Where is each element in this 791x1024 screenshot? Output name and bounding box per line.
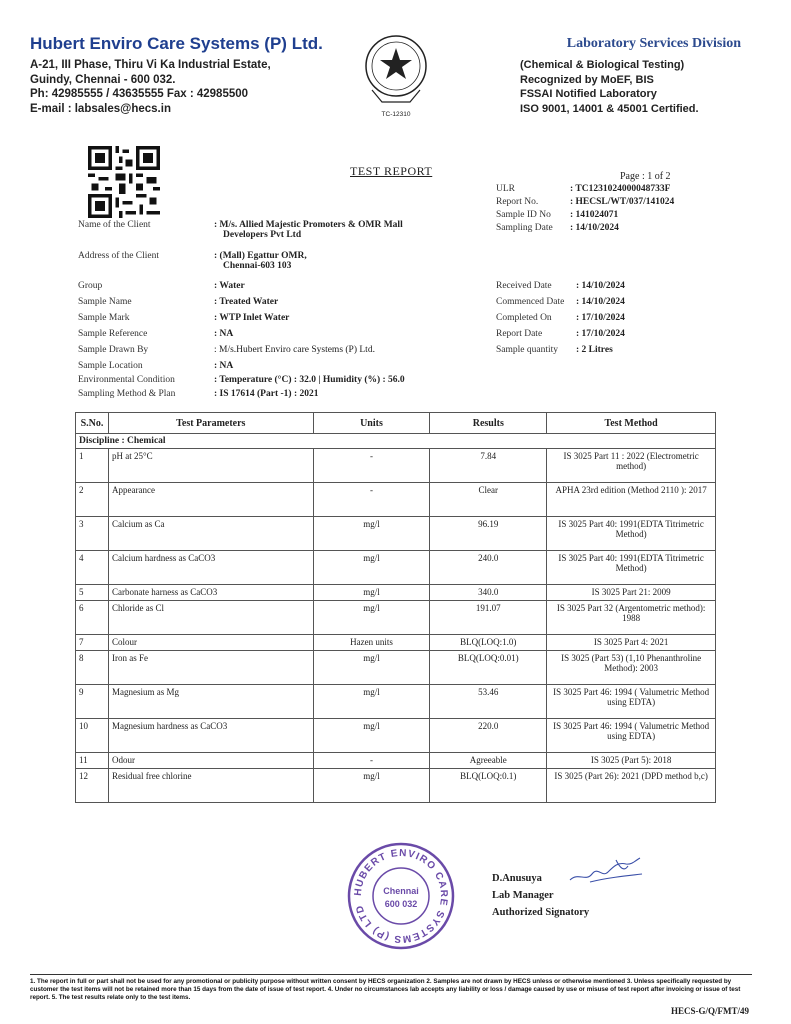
company-name: Hubert Enviro Care Systems (P) Ltd. [30, 34, 323, 53]
header-method: Test Method [547, 413, 716, 434]
sample-info-row: Sample Location : NA [78, 361, 234, 371]
division-line: Recognized by MoEF, BIS [520, 73, 654, 86]
cell-result: 53.46 [430, 685, 547, 719]
sample-info-row: Sample Mark : WTP Inlet Water [78, 313, 290, 323]
table-row [76, 753, 716, 769]
client-block [78, 220, 403, 279]
division-title: Laboratory Services Division [566, 36, 741, 51]
cell-unit: Hazen units [313, 635, 430, 651]
results-table [75, 412, 716, 803]
cell-method: IS 3025 Part 46: 1994 ( Valumetric Method using EDTA) [547, 685, 716, 719]
cell-parameter: Calcium as Ca [108, 517, 313, 551]
division-line: (Chemical & Biological Testing) [520, 59, 685, 71]
footer-divider [30, 974, 752, 975]
form-number: HECS-G/Q/FMT/49 [670, 1006, 749, 1016]
footer-terms: 1. The report in full or part shall not be used for any promotional or publicity purpose without written consent by HECS organization 2. Samples are not drawn by HECS unless or otherwise mentioned 3. Unless specifically requested by customer the test items will not be retained more than 15 days from the date of issue of test report. 4. Under no circumstances lab accepts any liability or loss / damage caused by use or misuse of test report after invoicing or issue of test report. 5. The test results relate only to the test items. [30, 978, 741, 1001]
cell-method: IS 3025 (Part 53) (1,10 Phenanthroline Method): 2003 [547, 651, 716, 685]
sample-info-row: Sample Reference : NA [78, 329, 234, 339]
report-title: TEST REPORT [350, 164, 433, 178]
logo-code: TC-12310 [381, 111, 411, 118]
cell-sno: 6 [76, 601, 109, 635]
cell-sno: 12 [76, 769, 109, 803]
cell-unit: - [313, 449, 430, 483]
division-line: ISO 9001, 14001 & 45001 Certified. [520, 102, 699, 115]
cell-result: Clear [430, 483, 547, 517]
cell-parameter: Odour [108, 753, 313, 769]
id-row: ULR : TC1231024000048733F [496, 184, 671, 194]
id-row: Sampling Date : 14/10/2024 [496, 223, 619, 233]
cell-unit: - [313, 753, 430, 769]
table-row [76, 685, 716, 719]
cell-unit: mg/l [313, 517, 430, 551]
cell-sno: 5 [76, 585, 109, 601]
header-units: Units [313, 413, 430, 434]
cell-parameter: Iron as Fe [108, 651, 313, 685]
sample-info-row: Sampling Method & Plan : IS 17614 (Part -1) : 2021 [78, 389, 319, 399]
cell-method: IS 3025 (Part 5): 2018 [547, 753, 716, 769]
table-row [76, 651, 716, 685]
cell-result: 96.19 [430, 517, 547, 551]
cell-result: BLQ(LOQ:0.1) [430, 769, 547, 803]
table-row [76, 769, 716, 803]
email-line: E-mail : labsales@hecs.in [30, 102, 171, 115]
sample-info-block [78, 281, 405, 403]
phone-line: Ph: 42985555 / 43635555 Fax : 42985500 [30, 88, 249, 100]
division-line: FSSAI Notified Laboratory [520, 88, 657, 100]
cell-result: 340.0 [430, 585, 547, 601]
sample-info-row: Group : Water [78, 281, 245, 291]
cell-sno: 10 [76, 719, 109, 753]
cell-method: IS 3025 Part 40: 1991(EDTA Titrimetric Method) [547, 551, 716, 585]
cell-sno: 1 [76, 449, 109, 483]
table-row [76, 551, 716, 585]
cell-parameter: Magnesium hardness as CaCO3 [108, 719, 313, 753]
cell-result: BLQ(LOQ:0.01) [430, 651, 547, 685]
cell-parameter: Appearance [108, 483, 313, 517]
cell-unit: - [313, 483, 430, 517]
cell-sno: 9 [76, 685, 109, 719]
cell-result: 7.84 [430, 449, 547, 483]
discipline-row [76, 434, 716, 449]
id-block [496, 184, 674, 236]
date-row: Completed On : 17/10/2024 [496, 313, 625, 323]
signatory-role: Authorized Signatory [492, 907, 590, 918]
header-sno: S.No. [76, 413, 109, 434]
header-parameters: Test Parameters [108, 413, 313, 434]
table-row [76, 585, 716, 601]
cell-sno: 11 [76, 753, 109, 769]
id-row: Sample ID No : 141024071 [496, 210, 619, 220]
address-line: A-21, III Phase, Thiru Vi Ka Industrial Estate, [30, 59, 271, 71]
table-row [76, 483, 716, 517]
cell-method: APHA 23rd edition (Method 2110 ): 2017 [547, 483, 716, 517]
sample-info-row: Sample Name : Treated Water [78, 297, 279, 307]
cell-sno: 7 [76, 635, 109, 651]
cell-unit: mg/l [313, 685, 430, 719]
client-address-row: Address of the Client : (Mall) Egattur OMR, Chennai-603 103 [78, 251, 307, 271]
division-details [520, 58, 699, 116]
cell-method: IS 3025 Part 11 : 2022 (Electrometric method) [547, 449, 716, 483]
cell-parameter: Magnesium as Mg [108, 685, 313, 719]
cell-unit: mg/l [313, 769, 430, 803]
cell-unit: mg/l [313, 551, 430, 585]
seal-pin: 600 032 [384, 899, 418, 909]
cell-sno: 2 [76, 483, 109, 517]
cell-unit: mg/l [313, 651, 430, 685]
table-row [76, 449, 716, 483]
header-results: Results [430, 413, 547, 434]
cell-parameter: Chloride as Cl [108, 601, 313, 635]
id-row: Report No. : HECSL/WT/037/141024 [496, 197, 675, 207]
cell-parameter: Colour [108, 635, 313, 651]
cell-parameter: Calcium hardness as CaCO3 [108, 551, 313, 585]
cell-sno: 4 [76, 551, 109, 585]
signatory-name: D.Anusuya [492, 873, 542, 884]
cell-unit: mg/l [313, 585, 430, 601]
cell-unit: mg/l [313, 601, 430, 635]
qr-code [88, 146, 160, 218]
cell-method: IS 3025 Part 4: 2021 [547, 635, 716, 651]
cell-result: 220.0 [430, 719, 547, 753]
cell-parameter: Carbonate harness as CaCO3 [108, 585, 313, 601]
sample-info-row: Environmental Condition : Temperature (°C) : 32.0 | Humidity (%) : 56.0 [78, 375, 405, 385]
company-seal [345, 840, 457, 952]
company-address [30, 58, 271, 116]
date-row: Report Date : 17/10/2024 [496, 329, 625, 339]
table-row [76, 635, 716, 651]
cell-result: Agreeable [430, 753, 547, 769]
cell-method: IS 3025 Part 46: 1994 ( Valumetric Method using EDTA) [547, 719, 716, 753]
table-row [76, 517, 716, 551]
address-line: Guindy, Chennai - 600 032. [30, 73, 176, 86]
cell-method: IS 3025 Part 21: 2009 [547, 585, 716, 601]
seal-ring-text: HUBERT ENVIRO CARE SYSTEMS (P) LTD [352, 847, 450, 945]
signatory-title: Lab Manager [492, 890, 554, 901]
cell-method: IS 3025 Part 32 (Argentometric method): 1988 [547, 601, 716, 635]
table-row [76, 719, 716, 753]
nabl-logo [358, 30, 434, 120]
signatory-block [492, 870, 589, 921]
cell-parameter: pH at 25°C [108, 449, 313, 483]
cell-sno: 8 [76, 651, 109, 685]
cell-parameter: Residual free chlorine [108, 769, 313, 803]
cell-unit: mg/l [313, 719, 430, 753]
date-row: Sample quantity : 2 Litres [496, 345, 613, 355]
cell-sno: 3 [76, 517, 109, 551]
seal-city: Chennai [383, 886, 419, 896]
cell-result: BLQ(LOQ:1.0) [430, 635, 547, 651]
discipline-label: Discipline : Chemical [76, 434, 716, 449]
cell-method: IS 3025 (Part 26): 2021 (DPD method b,c) [547, 769, 716, 803]
cell-method: IS 3025 Part 40: 1991(EDTA Titrimetric Method) [547, 517, 716, 551]
date-row: Received Date : 14/10/2024 [496, 281, 625, 291]
cell-result: 191.07 [430, 601, 547, 635]
date-row: Commenced Date : 14/10/2024 [496, 297, 625, 307]
page-number: Page : 1 of 2 [620, 171, 671, 182]
table-row [76, 601, 716, 635]
table-header-row [76, 413, 716, 434]
svg-text:HUBERT ENVIRO CARE SYSTEMS (P) [353, 848, 449, 944]
client-name-row: Name of the Client : M/s. Allied Majestic Promoters & OMR Mall Developers Pvt Ltd [78, 220, 403, 240]
cell-result: 240.0 [430, 551, 547, 585]
sample-info-row: Sample Drawn By : M/s.Hubert Enviro care Systems (P) Ltd. [78, 345, 375, 355]
dates-block [496, 281, 625, 361]
